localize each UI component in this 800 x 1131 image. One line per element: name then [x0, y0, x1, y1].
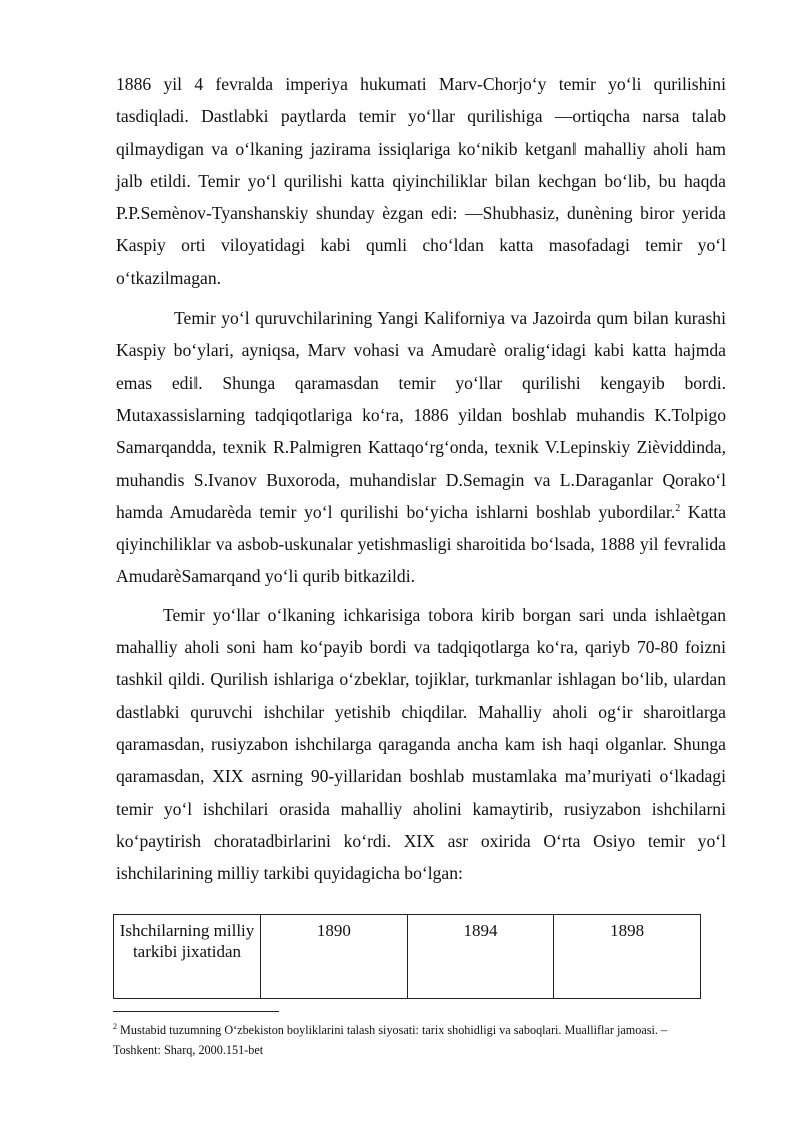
paragraph-2-text: Temir yo‘l quruvchilarining Yangi Kaliforniya va Jazoirda qum bilan kurashi Kaspiy bo‘ylari, ayniqsa, Marv vohasi va Amudarѐ oralig‘idagi kabi katta hajmda emas edi‖. Shunga qaramasdan temir yo‘llar qurilishi kengayib bordi. Mutaxassislarning tadqiqotlariga ko‘ra, 1886 yildan boshlab muhandis K.Tolpigo Samarqandda, texnik R.Palmigren Kattaqo‘rg‘onda, texnik V.Lepinskiy Ziѐviddinda, muhandis S.Ivanov Buxoroda, muhandislar D.Semagin va L.Daraganlar Qorako‘l hamda Amudarѐda temir yo‘l qurilishi bo‘yicha ishlarni boshlab yubordilar. [116, 308, 726, 522]
national-composition-table [113, 914, 701, 999]
paragraph-1: 1886 yil 4 fevralda imperiya hukumati Marv-Chorjo‘y temir yo‘li qurilishini tasdiqladi. Dastlabki paytlarda temir yo‘llar qurilishiga ―ortiqcha narsa talab qilmaydigan va o‘lkaning jazirama issiqlariga ko‘nikib ketgan‖ mahalliy aholi ham jalb etildi. Temir yo‘l qurilishi katta qiyinchiliklar bilan kechgan bo‘lib, bu haqda P.P.Semènov-Tyanshanskiy shunday ѐzgan edi: ―Shubhasiz, dunѐning biror yerida Kaspiy orti viloyatidagi kabi qumli cho‘ldan katta masofadagi temir yo‘l o‘tkazilmagan. [116, 74, 726, 288]
document-body [116, 68, 726, 889]
footnote-marker: 2 [113, 1021, 117, 1031]
table-row [114, 915, 701, 999]
table-header-composition: Ishchilarning milliy tarkibi jixatidan [114, 915, 261, 999]
paragraph-2 [116, 302, 726, 593]
paragraph-3: Temir yo‘llar o‘lkaning ichkarisiga tobora kirib borgan sari unda ishlaѐtgan mahalliy aholi soni ham ko‘payib bordi va tadqiqotlarga ko‘ra, qariyb 70-80 foizni tashkil qildi. Qurilish ishlariga o‘zbeklar, tojiklar, turkmanlar ishlagan bo‘lib, ulardan dastlabki quruvchi ishchilar yetishib chiqdilar. Mahalliy aholi og‘ir sharoitlarga qaramasdan, rusiyzabon ishchilarga qaraganda ancha kam ish haqi olganlar. Shunga qaramasdan, XIX asrning 90-yillaridan boshlab mustamlaka ma’muriyati o‘lkadagi temir yo‘l ishchilari orasida mahalliy aholini kamaytirib, rusiyzabon ishchilarni ko‘paytirish choratadbirlarini ko‘rdi. XIX asr oxirida O‘rta Osiyo temir yo‘l ishchilarining milliy tarkibi quyidagicha bo‘lgan: [116, 604, 726, 884]
footnote-ref[interactable]: 2 [675, 503, 681, 514]
paragraph-2-tail: Katta qiyinchiliklar va asbob-uskunalar yetishmasligi sharoitida bo‘lsada, 1888 yil fevralida AmudarѐSamarqand yo‘li qurib bitkazildi. [116, 501, 727, 587]
footnote [113, 1020, 713, 1060]
table-header-1890: 1890 [261, 915, 408, 999]
footnote-divider [113, 1011, 279, 1012]
footnote-text: Mustabid tuzumning O‘zbekiston boyliklarini talash siyosati: tarix shohidligi va saboqlari. Mualliflar jamoasi. – Toshkent: Sharq, 2000.151-bet [113, 1023, 668, 1057]
table-header-1894: 1894 [407, 915, 554, 999]
table-header-1898: 1898 [554, 915, 701, 999]
